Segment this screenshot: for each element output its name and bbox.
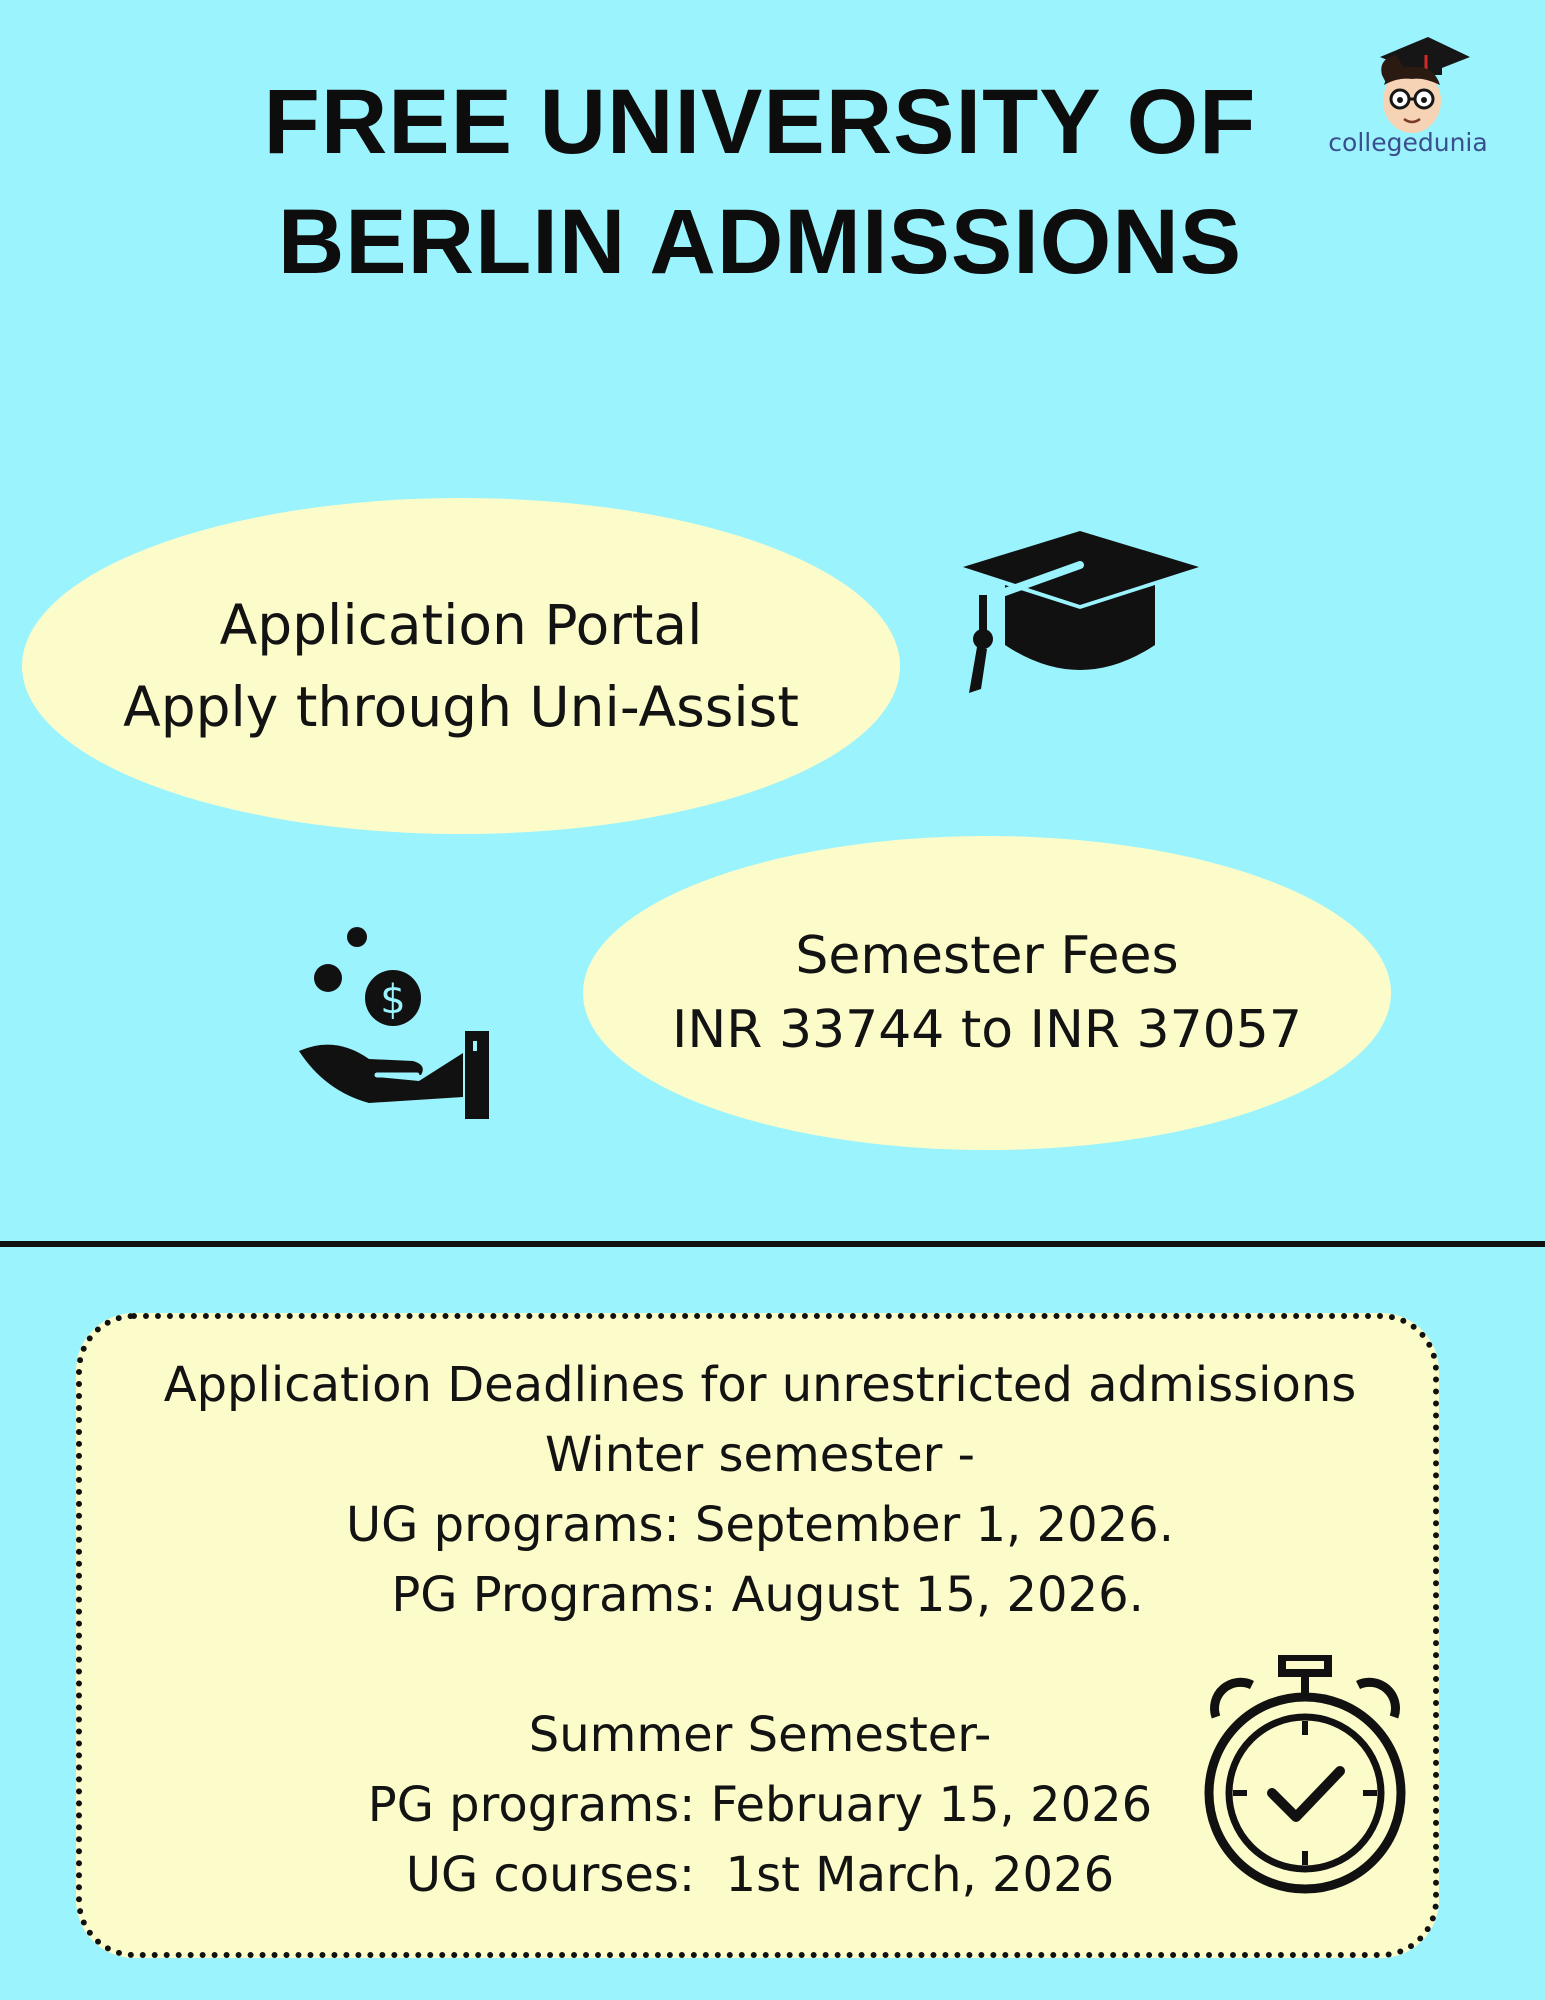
deadlines-heading: Application Deadlines for unrestricted admissions [163, 1357, 1357, 1413]
money-hand-icon [295, 925, 495, 1125]
title-line-2: BERLIN ADMISSIONS [277, 191, 1243, 293]
stopwatch-icon [1200, 1655, 1415, 1895]
portal-detail: Apply through Uni-Assist [123, 675, 799, 739]
title-line-1: FREE UNIVERSITY OF [263, 71, 1257, 173]
summer-label: Summer Semester- [528, 1707, 992, 1763]
portal-heading: Application Portal [219, 593, 703, 657]
fees-detail: INR 33744 to INR 37057 [672, 1000, 1302, 1060]
graduation-cap-icon [955, 525, 1205, 705]
winter-ug-deadline: UG programs: September 1, 2026. [346, 1497, 1174, 1553]
application-portal-card [22, 498, 900, 834]
winter-label: Winter semester - [544, 1427, 975, 1483]
winter-pg-deadline: PG Programs: August 15, 2026. [376, 1567, 1144, 1623]
svg-text:$: $ [380, 977, 406, 1023]
section-divider [0, 1241, 1545, 1247]
semester-fees-card [583, 836, 1391, 1150]
page-title [180, 62, 1340, 302]
logo-text: collegedunia [1328, 128, 1488, 157]
summer-pg-deadline: PG programs: February 15, 2026 [367, 1777, 1153, 1833]
fees-heading: Semester Fees [795, 926, 1179, 986]
summer-ug-deadline: UG courses: 1st March, 2026 [405, 1847, 1115, 1903]
